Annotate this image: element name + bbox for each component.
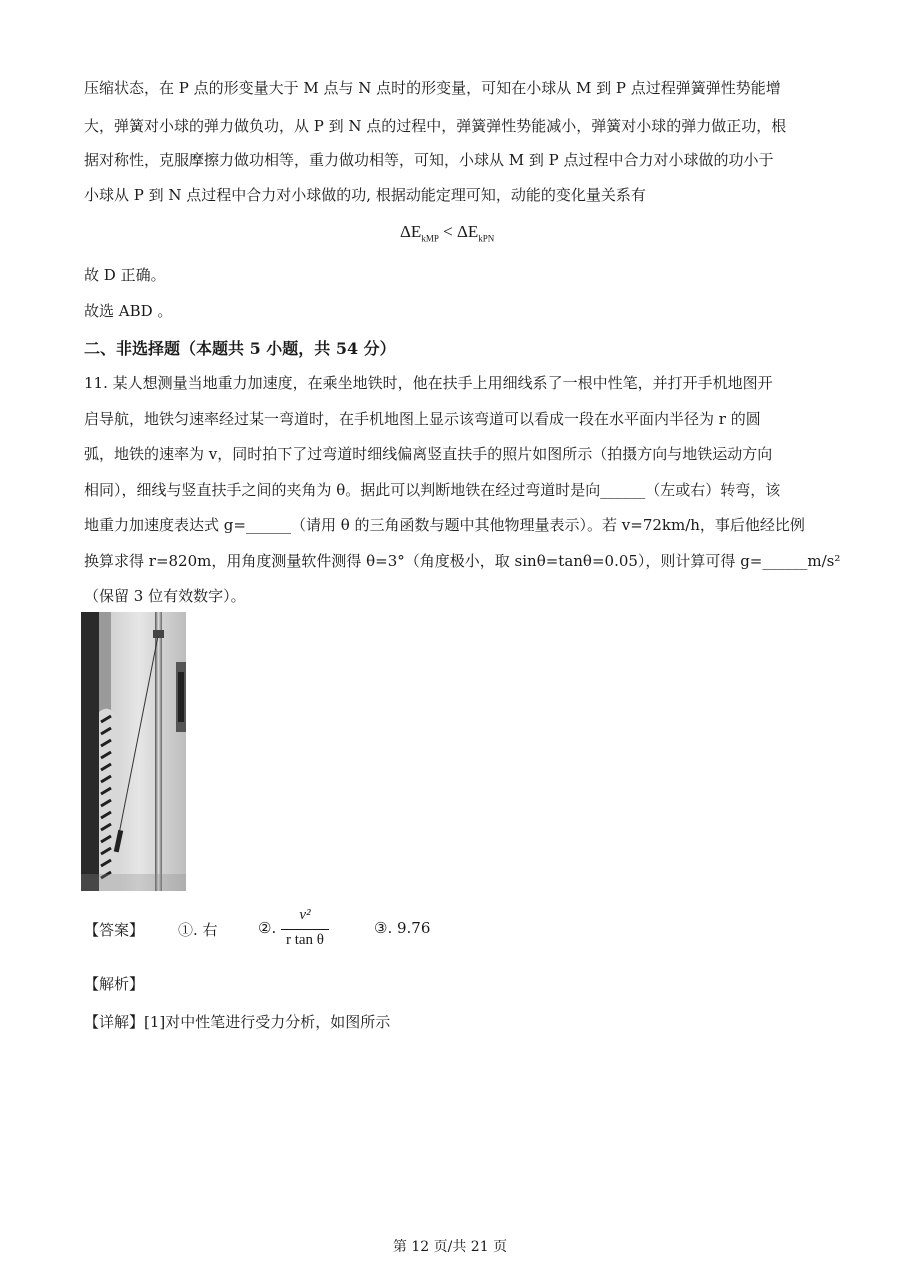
answer-label: 【答案】 [84, 921, 145, 939]
text-line: 小球从 P 到 N 点过程中合力对小球做的功, 根据动能定理可知，动能的变化量关系有 [84, 186, 646, 204]
analysis-label: 【解析】 [84, 975, 145, 993]
answer-1: ①. 右 [178, 921, 218, 939]
text-line: 据对称性，克服摩擦力做功相等，重力做功相等，可知，小球从 M 到 P 点过程中合力对小球做的功小于 [84, 151, 774, 169]
fraction-numerator: v² [299, 907, 311, 923]
fraction-denominator: r tan θ [285, 932, 324, 948]
choose-text: 故选 ABD 。 [84, 302, 173, 320]
section-heading: 二、非选择题（本题共 5 小题，共 54 分） [84, 339, 396, 358]
kinetic-energy-formula [400, 222, 494, 243]
question-line: 11. 某人想测量当地重力加速度，在乘坐地铁时，他在扶手上用细线系了一根中性笔，并打开手机地图开 [84, 374, 773, 392]
answer-3: ③. 9.76 [374, 919, 431, 937]
page-footer: 第 12 页/共 21 页 [392, 1239, 508, 1255]
answer-row [84, 907, 584, 957]
formula-right: ΔE [456, 222, 479, 241]
formula-left-sub: kMP [421, 233, 439, 244]
formula-left: ΔE [400, 222, 422, 241]
formula-operator: < [443, 222, 453, 241]
subway-handrail-photo [81, 612, 186, 891]
text-line: 压缩状态，在 P 点的形变量大于 M 点与 N 点时的形变量，可知在小球从 M 到 P 点过程弹簧弹性势能增 [84, 79, 781, 97]
question-line: 启导航，地铁匀速率经过某一弯道时，在手机地图上显示该弯道可以看成一段在水平面内半径为 r 的圆 [84, 410, 761, 428]
answer-2-label: ②. [258, 919, 277, 937]
text-line: 大，弹簧对小球的弹力做负功，从 P 到 N 点的过程中，弹簧弹性势能减小，弹簧对小球的弹力做正功，根 [84, 117, 787, 135]
question-line: 换算求得 r=820m，用角度测量软件测得 θ=3°（角度极小，取 sinθ=tanθ=0.05），则计算可得 g=______m/s² [84, 552, 841, 570]
formula-right-sub: kPN [478, 233, 495, 244]
question-line: 相同），细线与竖直扶手之间的夹角为 θ。据此可以判断地铁在经过弯道时是向______（左或右）转弯，该 [84, 481, 781, 499]
question-line: 地重力加速度表达式 g=______（请用 θ 的三角函数与题中其他物理量表示）。若 v=72km/h，事后他经比例 [84, 516, 805, 534]
fraction-bar [281, 929, 329, 930]
question-line: 弧，地铁的速率为 v，同时拍下了过弯道时细线偏离竖直扶手的照片如图所示（拍摄方向与地铁运动方向 [84, 445, 773, 463]
question-line: （保留 3 位有效数字）。 [84, 587, 246, 605]
d-correct-text: 故 D 正确。 [84, 266, 166, 284]
detail-text: 【详解】[1]对中性笔进行受力分析，如图所示 [84, 1013, 391, 1031]
answer-2-fraction [279, 907, 331, 949]
